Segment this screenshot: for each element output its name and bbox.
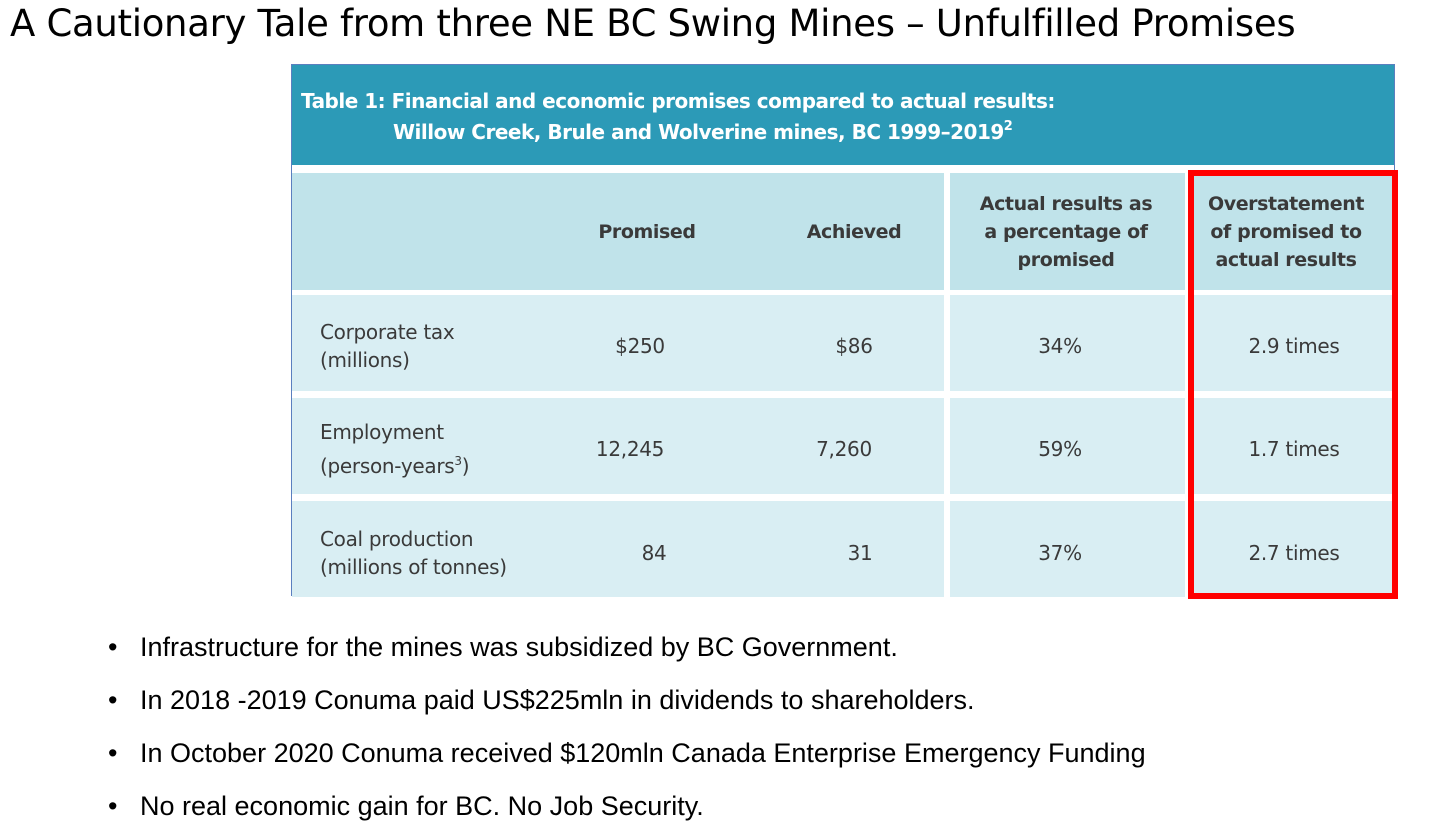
bullet-text: In October 2020 Conuma received $120mln Canada Enterprise Emergency Funding [140,738,1146,768]
cell-actual-percentage: 34% [1038,334,1082,358]
cell-promised: 84 [641,541,667,565]
table-caption-line2 [393,117,1012,148]
row-label-line: (millions of tonnes) [320,555,507,579]
row-label-line: Employment [320,420,444,444]
bullet-item [108,626,1408,679]
column-separator [528,173,534,597]
row-label-line-text: (person-years [320,454,455,478]
footnote-marker: 2 [1003,119,1013,134]
header-promised: Promised [598,221,696,243]
cell-achieved: $86 [835,334,873,358]
table-caption [292,65,1394,165]
bullet-item [108,785,1408,838]
row-label-coal-production [320,525,507,581]
row-label-close: ) [461,454,470,478]
table-caption-line1: Table 1: Financial and economic promises compared to actual results: [301,89,1055,113]
header-actual-percentage-line: a percentage of [984,221,1148,243]
cell-overstatement: 2.7 times [1248,541,1340,565]
cell-achieved: 31 [847,541,873,565]
overstatement-highlight-box [1188,170,1398,599]
row-label-line: Coal production [320,527,474,551]
header-actual-percentage-line: promised [1017,249,1115,271]
header-actual-percentage [952,190,1180,274]
cell-overstatement: 1.7 times [1248,437,1340,461]
bullet-icon: • [108,738,118,768]
cell-promised: 12,245 [595,437,665,461]
bullet-icon: • [108,685,118,715]
row-label-corporate-tax [320,318,454,374]
bullet-list [108,626,1408,838]
header-overstatement-line: Overstatement [1207,193,1365,215]
row-label-employment [320,418,469,480]
cell-promised: $250 [615,334,665,358]
bullet-text: In 2018 -2019 Conuma paid US$225mln in dividends to shareholders. [140,685,975,715]
header-overstatement-line: actual results [1215,249,1357,271]
cell-overstatement: 2.9 times [1248,334,1340,358]
bullet-icon: • [108,791,118,821]
slide-title: A Cautionary Tale from three NE BC Swing Mines – Unfulfilled Promises [10,2,1296,45]
table-caption-line2-text: Willow Creek, Brule and Wolverine mines, BC 1999–2019 [393,120,1004,144]
cell-actual-percentage: 37% [1038,541,1082,565]
cell-achieved: 7,260 [816,437,872,461]
row-label-line [320,452,469,480]
row-label-line: Corporate tax [320,320,455,344]
header-achieved: Achieved [806,221,902,243]
bullet-item [108,679,1408,732]
bullet-text: No real economic gain for BC. No Job Security. [140,791,704,821]
footnote-marker: 3 [454,454,462,468]
bullet-icon: • [108,632,118,662]
header-overstatement-line: of promised to [1210,221,1362,243]
bullet-text: Infrastructure for the mines was subsidized by BC Government. [140,632,898,662]
header-actual-percentage-line: Actual results as [979,193,1153,215]
row-label-line: (millions) [320,348,410,372]
bullet-item [108,732,1408,785]
cell-actual-percentage: 59% [1038,437,1082,461]
